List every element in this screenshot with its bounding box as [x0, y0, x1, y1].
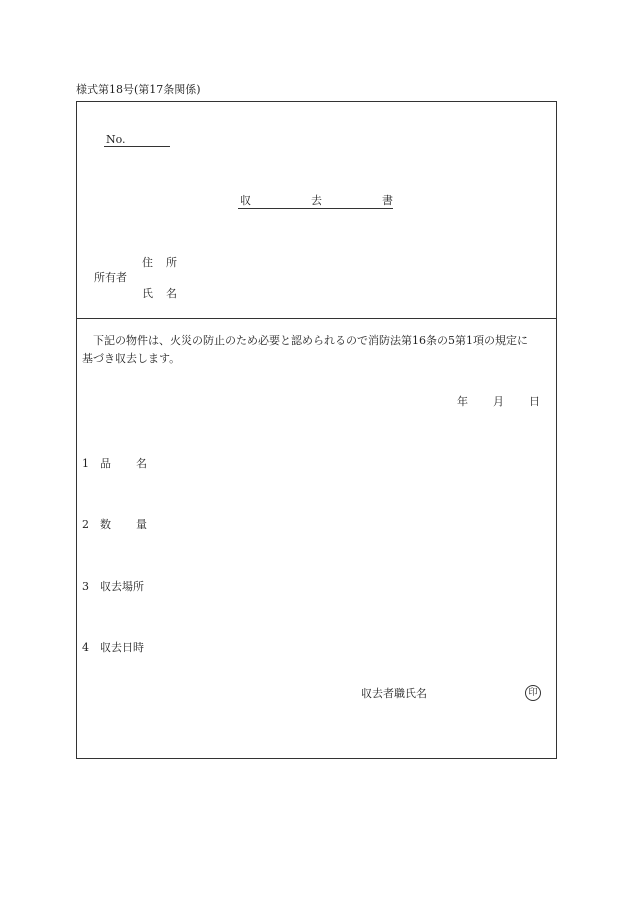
signature-label: 収去者職氏名 — [361, 687, 427, 700]
item-number: 1 — [82, 457, 89, 470]
owner-label: 所有者 — [94, 271, 127, 284]
seal-mark: 印 — [525, 685, 541, 701]
name-char-2: 名 — [166, 287, 177, 300]
statement-line-1: 下記の物件は、火災の防止のため必要と認められるので消防法第16条の5第1項の規定に — [93, 334, 528, 347]
item-number: 4 — [82, 641, 89, 654]
date-month-label: 月 — [493, 395, 504, 408]
item-number: 2 — [82, 518, 89, 531]
item-label-part: 数 — [100, 518, 111, 531]
name-char-1: 氏 — [142, 287, 153, 300]
section-divider — [77, 318, 556, 319]
item-label: 収去場所 — [100, 580, 144, 593]
item-label-part: 品 — [100, 457, 111, 470]
title-char-1: 収 — [240, 194, 251, 207]
item-label-part: 名 — [136, 457, 147, 470]
number-underline — [104, 146, 170, 147]
address-char-1: 住 — [142, 256, 153, 269]
statement-line-2: 基づき収去します。 — [82, 352, 181, 365]
address-char-2: 所 — [166, 256, 177, 269]
item-label: 収去日時 — [100, 641, 144, 654]
title-underline — [238, 208, 393, 209]
form-number-label: 様式第18号(第17条関係) — [76, 83, 201, 96]
title-char-2: 去 — [311, 194, 322, 207]
title-char-3: 書 — [382, 194, 393, 207]
number-label: No. — [106, 133, 126, 146]
item-label-part: 量 — [136, 518, 147, 531]
item-number: 3 — [82, 580, 89, 593]
date-day-label: 日 — [529, 395, 540, 408]
date-year-label: 年 — [457, 395, 468, 408]
